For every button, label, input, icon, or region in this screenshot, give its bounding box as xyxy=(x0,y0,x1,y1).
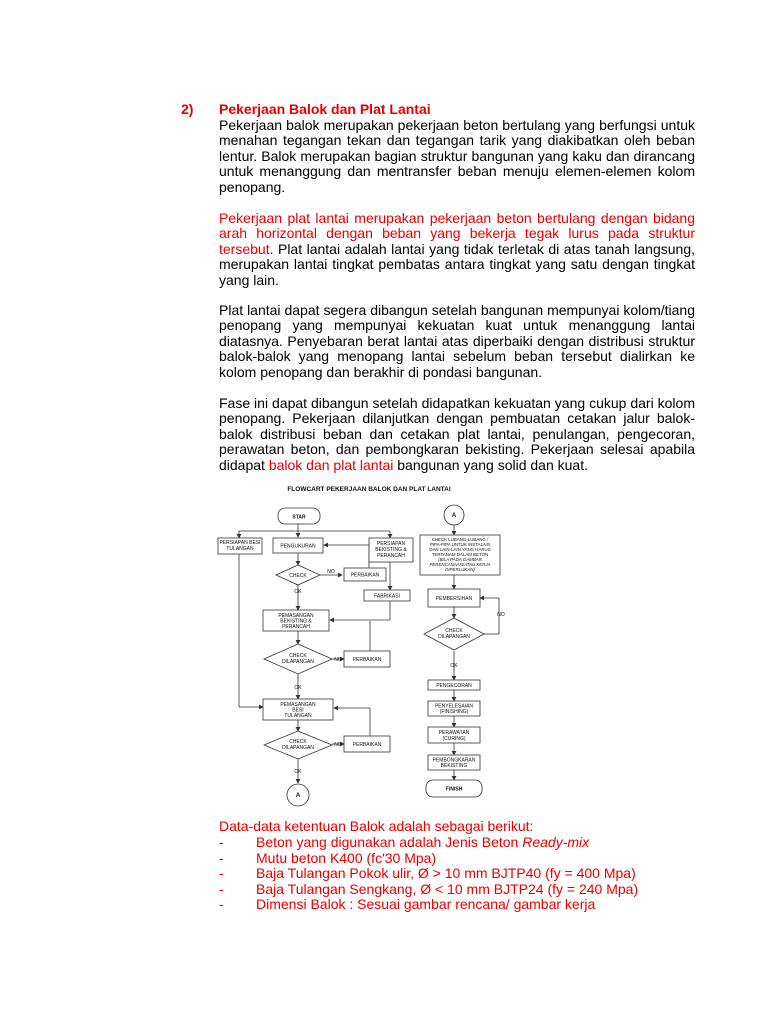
pembongkaran-label: BEKISTING xyxy=(440,763,468,769)
ok-label: OK xyxy=(450,663,458,669)
check-dilapangan-label: DILAPANGAN xyxy=(438,634,470,640)
no-label: NO xyxy=(327,569,335,575)
pengecoran-label: PENGECORAN xyxy=(436,683,472,689)
paragraph-phase xyxy=(219,396,695,473)
list-dash: - xyxy=(219,896,224,912)
pemasangan-bekisting-label: BEKISTING & xyxy=(280,618,312,625)
pemasangan-besi-label: TULANGAN xyxy=(284,713,312,719)
penyelesaian-label: PENYELESAIAN xyxy=(434,703,474,710)
check-lubang-label: CHECK LUBANG-LUBANG / xyxy=(431,537,489,542)
section-title: Pekerjaan Balok dan Plat Lantai xyxy=(219,101,431,117)
perbaikan-label: PERBAIKAN xyxy=(352,657,382,663)
perbaikan-label: PERBAIKAN xyxy=(350,572,380,579)
check-label: CHECK xyxy=(289,573,307,579)
check-dilapangan-label: DILAPANGAN xyxy=(282,745,314,751)
spec-text xyxy=(256,835,589,851)
beam-specifications xyxy=(219,818,699,913)
check-dilapangan-label: CHECK xyxy=(445,628,463,634)
check-lubang-label: DIPERLUKAN) xyxy=(445,567,475,572)
check-lubang-label: PIPA-PIPA UNTUK INSTALASI xyxy=(429,542,491,547)
paragraph-text: bangunan yang solid dan kuat. xyxy=(393,456,588,473)
list-dash: - xyxy=(219,880,224,897)
paragraph-balok: Pekerjaan balok merupakan pekerjaan beton bertulang yang berfungsi untuk menahan tegangan tekan dan tegangan tarik yang diakibatkan oleh beban lentur. Balok merupakan bagian struktur bangunan yang kaku dan dirancang untuk menanggung dan mentransfer beban menuju elemen-elemen kolom penopang. xyxy=(219,117,695,195)
section-number: 2) xyxy=(181,101,194,117)
spec-text-main: Beton yang digunakan adalah Jenis Beton xyxy=(256,834,523,850)
specs-heading: Data-data ketentuan Balok adalah sebagai berikut: xyxy=(219,818,534,834)
check-dilapangan-label: CHECK xyxy=(289,653,307,659)
no-label: NO xyxy=(497,612,505,618)
perbaikan-label: PERBAIKAN xyxy=(352,742,382,748)
spec-item xyxy=(219,835,699,851)
fabrikasi-label: FABRIKASI xyxy=(374,593,400,600)
ok-label: OK xyxy=(294,589,302,595)
connector-a-label: A xyxy=(295,793,301,799)
pengukuran-label: PENGUKURAN xyxy=(280,543,316,550)
check-lubang-label: (BILA PADA GAMBAR xyxy=(438,557,482,562)
spec-text: Baja Tulangan Sengkang, Ø < 10 mm BJTP24 (fy = 240 Mpa) xyxy=(256,880,639,897)
paragraph-text: . Plat lantai adalah lantai yang tidak terletak di atas tanah langsung, merupakan lantai tingkat pembatas antara tingkat yang satu dengan tingkat yang lain. xyxy=(219,240,695,288)
pemasangan-besi-label: BESI xyxy=(292,707,304,714)
flowchart-diagram xyxy=(214,479,694,809)
spec-text-italic: Ready-mix xyxy=(522,834,590,850)
check-lubang-label: TERTANAM DALAM BETON xyxy=(431,552,489,557)
spec-text: Baja Tulangan Pokok ulir, Ø > 10 mm BJTP40 (fy = 400 Mpa) xyxy=(256,865,636,881)
perawatan-label: PERAWATAN xyxy=(438,730,470,736)
persiapan-bekisting-label: PERANCAH xyxy=(377,553,405,559)
check-lubang-label: DAN LAIN-LAIN YANG HARUS xyxy=(429,547,491,552)
spec-text: Dimensi Balok : Sesuai gambar rencana/ gambar kerja xyxy=(256,896,596,912)
no-label: NO xyxy=(334,742,342,748)
paragraph-text: Fase ini dapat dibangun setelah didapatkan kekuatan yang cukup dari kolom penopang. Pekerjaan dilanjutkan dengan pembuatan cetakan jalur balok-balok distribusi beban dan cetakan plat lantai, penulangan, pengecoran, perawatan beton, dan pembongkaran bekisting. Pekerjaan selesai apabila didapat xyxy=(219,395,695,473)
no-label: NO xyxy=(334,657,342,663)
finish-label: FINISH xyxy=(445,786,463,793)
list-dash: - xyxy=(219,865,224,881)
ok-label: OK xyxy=(294,769,302,775)
pemasangan-besi-label: PEMASANGAN xyxy=(280,702,316,708)
pembongkaran-label: PEMBONGKARAN xyxy=(432,757,476,764)
check-lubang-label: PERENCANAAN/ATAU KERJA xyxy=(429,562,491,567)
pemasangan-bekisting-label: PEMASANGAN xyxy=(278,613,314,619)
paragraph-plat-lantai xyxy=(219,211,695,288)
ok-label: OK xyxy=(294,685,302,691)
spec-item xyxy=(219,866,699,882)
start-label: STAR xyxy=(292,514,306,521)
penyelesaian-label: (FINISHING) xyxy=(439,709,469,715)
pembersihan-label: PEMBERSIHAN xyxy=(435,596,473,602)
check-dilapangan-label: CHECK xyxy=(289,739,307,745)
list-dash: - xyxy=(219,849,224,866)
paragraph-construction: Plat lantai dapat segera dibangun setelah bangunan mempunyai kolom/tiang penopang yang mempunyai kekuatan kuat untuk menanggung lantai diatasnya. Penyebaran berat lantai atas diperbaiki dengan distribusi struktur balok-balok yang menopang lantai sebelum beban tersebut dialirkan ke kolom penopang dan berakhir di pondasi bangunan. xyxy=(219,302,695,380)
spec-item xyxy=(219,897,699,913)
flowchart-title: FLOWCART PEKERJAAN BALOK DAN PLAT LANTAI xyxy=(287,486,451,493)
persiapan-bekisting-label: BEKISTING & xyxy=(375,547,407,553)
list-dash: - xyxy=(219,834,224,850)
spec-item xyxy=(219,851,699,867)
perawatan-label: (CURING) xyxy=(442,736,466,742)
check-dilapangan-label: DILAPANGAN xyxy=(282,659,314,665)
persiapan-besi-label: TULANGAN xyxy=(226,546,254,552)
highlighted-definition: Pekerjaan plat lantai merupakan pekerjaan beton bertulang dengan bidang arah horizontal dengan beban yang bekerja tegak lurus pada struktur tersebut xyxy=(219,210,695,257)
spec-item xyxy=(219,882,699,898)
persiapan-besi-label: PERSIAPAN BESI xyxy=(219,540,261,546)
persiapan-bekisting-label: PERSIAPAN xyxy=(376,541,406,547)
highlighted-term: balok dan plat lantai xyxy=(268,456,394,473)
spec-text: Mutu beton K400 (fc'30 Mpa) xyxy=(256,849,437,866)
pemasangan-bekisting-label: PERANCAH xyxy=(282,624,310,630)
connector-a-label: A xyxy=(451,513,457,519)
